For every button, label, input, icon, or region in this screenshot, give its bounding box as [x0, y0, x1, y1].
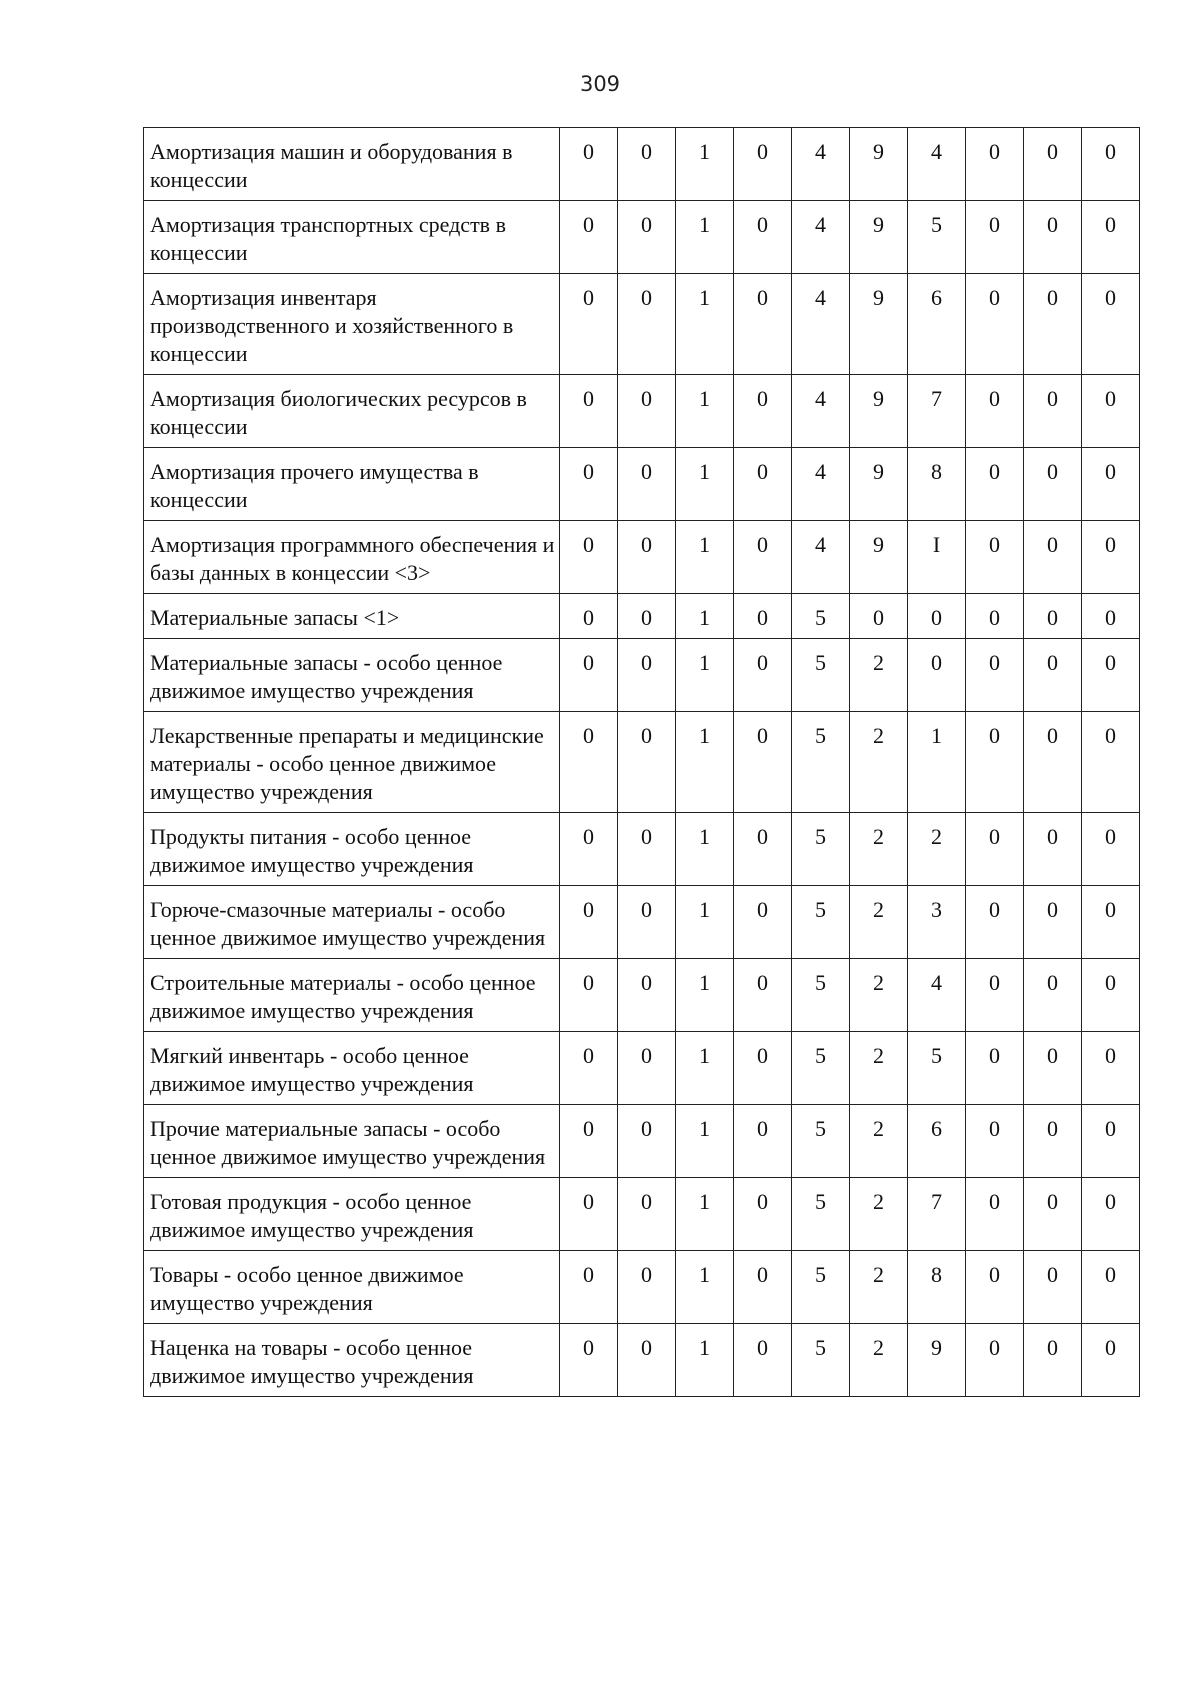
account-digit-cell: 0 [734, 1105, 792, 1178]
account-digit-cell: 0 [966, 521, 1024, 594]
account-digit-cell: 0 [560, 886, 618, 959]
account-digit-cell: 0 [966, 448, 1024, 521]
account-digit-cell: 2 [850, 813, 908, 886]
account-digit-cell: 4 [792, 448, 850, 521]
account-digit-cell: 0 [1082, 813, 1140, 886]
account-name-cell: Мягкий инвентарь - особо ценное движимое имущество учреждения [144, 1032, 560, 1105]
account-digit-cell: 0 [1082, 959, 1140, 1032]
account-digit-cell: 3 [908, 886, 966, 959]
table-row [144, 1178, 1140, 1251]
account-digit-cell: 0 [1082, 201, 1140, 274]
account-digit-cell: 0 [1024, 1105, 1082, 1178]
account-digit-cell: 2 [908, 813, 966, 886]
account-digit-cell: 0 [618, 639, 676, 712]
account-digit-cell: 0 [1024, 521, 1082, 594]
account-digit-cell: 0 [618, 1178, 676, 1251]
account-name-cell: Лекарственные препараты и медицинские материалы - особо ценное движимое имущество учреждения [144, 712, 560, 813]
account-digit-cell: 2 [850, 1105, 908, 1178]
account-digit-cell: 4 [792, 128, 850, 201]
account-digit-cell: 0 [1024, 1251, 1082, 1324]
account-digit-cell: 1 [676, 712, 734, 813]
account-digit-cell: 0 [1082, 1251, 1140, 1324]
account-digit-cell: 5 [792, 1105, 850, 1178]
account-digit-cell: 2 [850, 1032, 908, 1105]
account-digit-cell: 0 [618, 1105, 676, 1178]
account-digit-cell: 0 [734, 375, 792, 448]
account-digit-cell: 0 [560, 959, 618, 1032]
account-name-cell: Продукты питания - особо ценное движимое имущество учреждения [144, 813, 560, 886]
account-digit-cell: 0 [1024, 375, 1082, 448]
account-digit-cell: 1 [676, 813, 734, 886]
account-name-cell: Строительные материалы - особо ценное движимое имущество учреждения [144, 959, 560, 1032]
account-digit-cell: 5 [792, 813, 850, 886]
account-name-cell: Амортизация инвентаря производственного и хозяйственного в концессии [144, 274, 560, 375]
account-digit-cell: 0 [560, 274, 618, 375]
account-digit-cell: 0 [734, 1032, 792, 1105]
table-row [144, 1032, 1140, 1105]
account-digit-cell: 0 [1024, 1178, 1082, 1251]
account-digit-cell: 5 [792, 594, 850, 639]
account-digit-cell: 2 [850, 1251, 908, 1324]
account-digit-cell: 1 [676, 639, 734, 712]
account-digit-cell: 5 [792, 886, 850, 959]
account-name-cell: Товары - особо ценное движимое имущество учреждения [144, 1251, 560, 1324]
account-digit-cell: 0 [1024, 639, 1082, 712]
account-digit-cell: 0 [966, 639, 1024, 712]
account-digit-cell: 0 [734, 1178, 792, 1251]
account-digit-cell: 0 [734, 712, 792, 813]
account-digit-cell: 0 [1024, 448, 1082, 521]
table-row [144, 521, 1140, 594]
account-digit-cell: 9 [850, 201, 908, 274]
account-digit-cell: 0 [560, 712, 618, 813]
account-digit-cell: 0 [734, 521, 792, 594]
account-digit-cell: 0 [966, 1324, 1024, 1397]
account-name-cell: Готовая продукция - особо ценное движимое имущество учреждения [144, 1178, 560, 1251]
account-digit-cell: 2 [850, 639, 908, 712]
account-name-cell: Горюче-смазочные материалы - особо ценное движимое имущество учреждения [144, 886, 560, 959]
account-digit-cell: 2 [850, 959, 908, 1032]
account-digit-cell: 0 [966, 201, 1024, 274]
account-digit-cell: 5 [792, 1178, 850, 1251]
account-digit-cell: 0 [966, 128, 1024, 201]
account-digit-cell: 0 [618, 813, 676, 886]
account-name-cell: Амортизация биологических ресурсов в концессии [144, 375, 560, 448]
account-digit-cell: 0 [966, 1032, 1024, 1105]
account-digit-cell: 1 [676, 448, 734, 521]
account-digit-cell: 0 [734, 1251, 792, 1324]
account-digit-cell: 2 [850, 1324, 908, 1397]
account-digit-cell: 5 [792, 712, 850, 813]
account-digit-cell: 0 [1082, 1032, 1140, 1105]
account-digit-cell: 0 [618, 712, 676, 813]
account-digit-cell: 0 [618, 886, 676, 959]
table-row [144, 813, 1140, 886]
account-digit-cell: 0 [734, 448, 792, 521]
account-digit-cell: 1 [676, 1032, 734, 1105]
account-digit-cell: 1 [676, 274, 734, 375]
account-digit-cell: 0 [966, 1251, 1024, 1324]
table-row [144, 594, 1140, 639]
account-digit-cell: 0 [1024, 1032, 1082, 1105]
account-digit-cell: 1 [676, 521, 734, 594]
account-digit-cell: 6 [908, 274, 966, 375]
account-digit-cell: 1 [908, 712, 966, 813]
accounts-table-body [144, 128, 1140, 1397]
account-digit-cell: 6 [908, 1105, 966, 1178]
account-digit-cell: 0 [1024, 959, 1082, 1032]
account-digit-cell: 0 [1082, 639, 1140, 712]
account-digit-cell: 0 [560, 1032, 618, 1105]
account-digit-cell: I [908, 521, 966, 594]
account-digit-cell: 0 [966, 813, 1024, 886]
account-digit-cell: 2 [850, 712, 908, 813]
account-digit-cell: 0 [560, 1105, 618, 1178]
account-digit-cell: 5 [792, 639, 850, 712]
account-digit-cell: 0 [966, 959, 1024, 1032]
account-digit-cell: 0 [966, 1105, 1024, 1178]
account-digit-cell: 5 [792, 1032, 850, 1105]
account-digit-cell: 4 [792, 521, 850, 594]
account-digit-cell: 0 [560, 201, 618, 274]
account-name-cell: Амортизация прочего имущества в концессии [144, 448, 560, 521]
account-digit-cell: 9 [908, 1324, 966, 1397]
account-digit-cell: 0 [560, 521, 618, 594]
account-digit-cell: 0 [1024, 201, 1082, 274]
account-digit-cell: 4 [908, 959, 966, 1032]
account-digit-cell: 0 [966, 886, 1024, 959]
account-digit-cell: 0 [618, 128, 676, 201]
account-digit-cell: 1 [676, 1251, 734, 1324]
account-name-cell: Наценка на товары - особо ценное движимое имущество учреждения [144, 1324, 560, 1397]
account-digit-cell: 1 [676, 886, 734, 959]
table-row [144, 959, 1140, 1032]
account-digit-cell: 0 [734, 1324, 792, 1397]
account-digit-cell: 0 [1024, 886, 1082, 959]
account-digit-cell: 0 [560, 448, 618, 521]
account-digit-cell: 0 [734, 128, 792, 201]
account-digit-cell: 2 [850, 886, 908, 959]
account-digit-cell: 0 [1024, 274, 1082, 375]
account-digit-cell: 0 [734, 959, 792, 1032]
table-row [144, 201, 1140, 274]
table-row [144, 712, 1140, 813]
account-digit-cell: 0 [1082, 594, 1140, 639]
account-digit-cell: 8 [908, 448, 966, 521]
account-digit-cell: 0 [560, 594, 618, 639]
account-name-cell: Амортизация транспортных средств в концессии [144, 201, 560, 274]
account-digit-cell: 0 [1082, 1324, 1140, 1397]
account-digit-cell: 0 [1082, 886, 1140, 959]
account-digit-cell: 0 [734, 813, 792, 886]
account-digit-cell: 0 [908, 594, 966, 639]
page-number: 309 [579, 72, 621, 96]
account-digit-cell: 0 [1024, 813, 1082, 886]
table-row [144, 886, 1140, 959]
account-digit-cell: 0 [560, 813, 618, 886]
account-digit-cell: 1 [676, 201, 734, 274]
account-name-cell: Прочие материальные запасы - особо ценное движимое имущество учреждения [144, 1105, 560, 1178]
account-digit-cell: 0 [966, 1178, 1024, 1251]
account-digit-cell: 4 [792, 201, 850, 274]
account-digit-cell: 0 [560, 375, 618, 448]
table-row [144, 274, 1140, 375]
account-digit-cell: 0 [560, 128, 618, 201]
account-digit-cell: 0 [618, 1032, 676, 1105]
account-digit-cell: 4 [792, 274, 850, 375]
table-row [144, 1251, 1140, 1324]
account-digit-cell: 0 [966, 274, 1024, 375]
account-digit-cell: 0 [1082, 375, 1140, 448]
account-digit-cell: 5 [792, 959, 850, 1032]
account-digit-cell: 0 [1082, 712, 1140, 813]
account-digit-cell: 0 [1024, 594, 1082, 639]
account-digit-cell: 9 [850, 521, 908, 594]
account-digit-cell: 1 [676, 959, 734, 1032]
account-digit-cell: 0 [966, 594, 1024, 639]
account-digit-cell: 0 [618, 521, 676, 594]
account-name-cell: Материальные запасы - особо ценное движимое имущество учреждения [144, 639, 560, 712]
account-digit-cell: 5 [792, 1251, 850, 1324]
account-digit-cell: 0 [734, 886, 792, 959]
account-digit-cell: 0 [618, 594, 676, 639]
account-digit-cell: 1 [676, 594, 734, 639]
account-digit-cell: 0 [560, 1251, 618, 1324]
account-digit-cell: 4 [908, 128, 966, 201]
account-digit-cell: 0 [618, 1251, 676, 1324]
account-digit-cell: 9 [850, 274, 908, 375]
account-digit-cell: 5 [908, 201, 966, 274]
account-digit-cell: 0 [560, 639, 618, 712]
account-digit-cell: 9 [850, 128, 908, 201]
account-digit-cell: 9 [850, 448, 908, 521]
account-digit-cell: 0 [618, 201, 676, 274]
table-row [144, 375, 1140, 448]
account-digit-cell: 0 [1024, 128, 1082, 201]
account-digit-cell: 0 [734, 639, 792, 712]
account-digit-cell: 0 [1082, 521, 1140, 594]
account-digit-cell: 1 [676, 128, 734, 201]
table-row [144, 1105, 1140, 1178]
account-digit-cell: 0 [1082, 1105, 1140, 1178]
table-row [144, 639, 1140, 712]
account-digit-cell: 4 [792, 375, 850, 448]
account-digit-cell: 0 [618, 375, 676, 448]
table-row [144, 1324, 1140, 1397]
account-digit-cell: 2 [850, 1178, 908, 1251]
account-digit-cell: 8 [908, 1251, 966, 1324]
account-digit-cell: 0 [1082, 448, 1140, 521]
account-digit-cell: 5 [908, 1032, 966, 1105]
account-digit-cell: 0 [1024, 712, 1082, 813]
account-digit-cell: 0 [1082, 1178, 1140, 1251]
account-digit-cell: 7 [908, 375, 966, 448]
account-digit-cell: 0 [908, 639, 966, 712]
account-digit-cell: 1 [676, 375, 734, 448]
account-digit-cell: 0 [734, 274, 792, 375]
account-digit-cell: 0 [1082, 128, 1140, 201]
account-digit-cell: 0 [618, 274, 676, 375]
account-digit-cell: 1 [676, 1324, 734, 1397]
account-digit-cell: 0 [618, 1324, 676, 1397]
account-digit-cell: 0 [966, 712, 1024, 813]
account-digit-cell: 9 [850, 375, 908, 448]
account-digit-cell: 0 [734, 201, 792, 274]
account-digit-cell: 0 [560, 1324, 618, 1397]
account-name-cell: Амортизация программного обеспечения и базы данных в концессии <3> [144, 521, 560, 594]
account-digit-cell: 0 [618, 959, 676, 1032]
accounts-table [143, 127, 1140, 1397]
account-digit-cell: 0 [618, 448, 676, 521]
account-digit-cell: 5 [792, 1324, 850, 1397]
account-digit-cell: 0 [966, 375, 1024, 448]
account-digit-cell: 1 [676, 1178, 734, 1251]
account-name-cell: Материальные запасы <1> [144, 594, 560, 639]
account-digit-cell: 0 [1082, 274, 1140, 375]
account-digit-cell: 7 [908, 1178, 966, 1251]
account-digit-cell: 0 [560, 1178, 618, 1251]
account-digit-cell: 0 [734, 594, 792, 639]
account-digit-cell: 0 [1024, 1324, 1082, 1397]
account-digit-cell: 1 [676, 1105, 734, 1178]
table-row [144, 448, 1140, 521]
account-digit-cell: 0 [850, 594, 908, 639]
account-name-cell: Амортизация машин и оборудования в концессии [144, 128, 560, 201]
table-row [144, 128, 1140, 201]
